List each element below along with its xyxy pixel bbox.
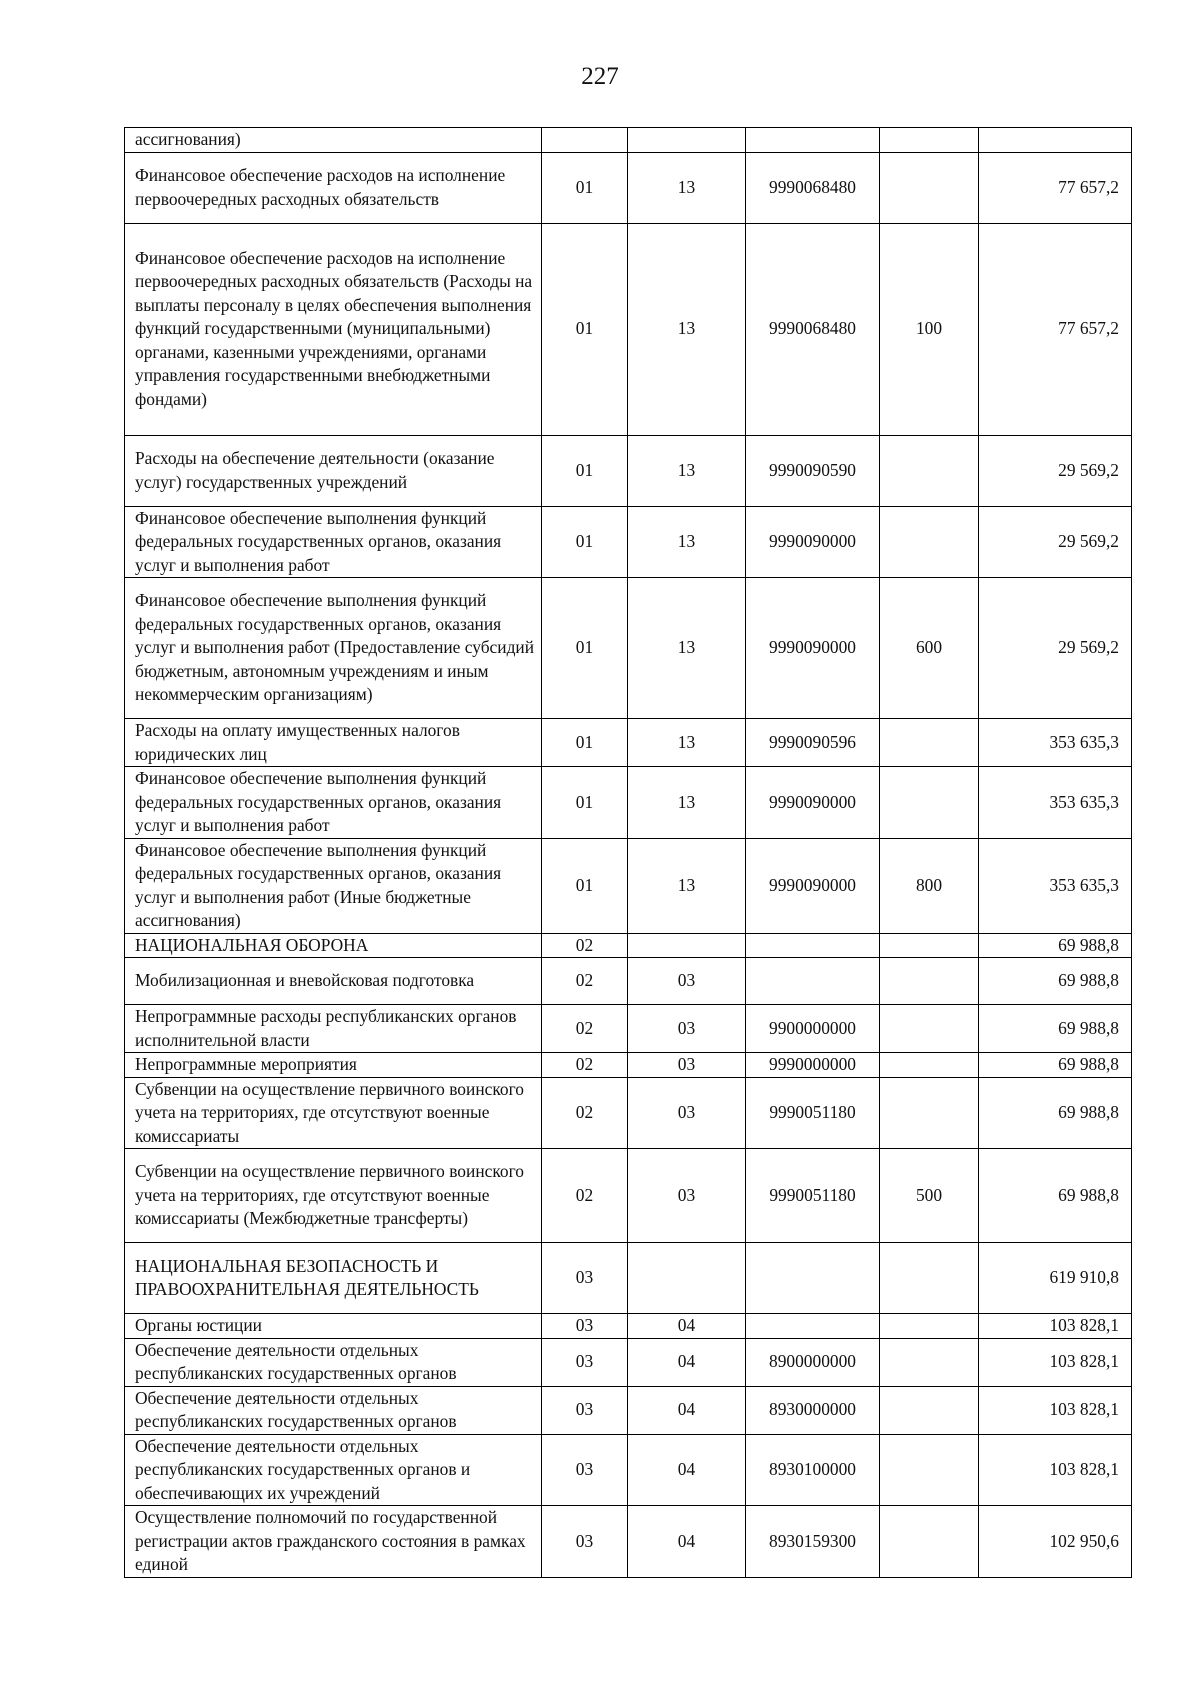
section-code-cell: 03	[542, 1506, 628, 1578]
table-row	[125, 933, 1132, 958]
section-code-cell: 01	[542, 719, 628, 767]
target-article-cell: 8930100000	[746, 1434, 880, 1506]
subsection-code-cell	[628, 128, 746, 153]
expense-type-cell	[880, 506, 979, 578]
subsection-code-cell	[628, 1243, 746, 1314]
amount-cell: 103 828,1	[979, 1338, 1132, 1386]
amount-cell	[979, 128, 1132, 153]
subsection-code-cell: 13	[628, 838, 746, 933]
target-article-cell: 9990068480	[746, 152, 880, 223]
row-name-cell: Финансовое обеспечение выполнения функций федеральных государственных органов, оказания услуг и выполнения работ (Иные бюджетные ассигнования)	[125, 838, 542, 933]
section-code-cell: 01	[542, 578, 628, 719]
amount-cell: 353 635,3	[979, 719, 1132, 767]
expense-type-cell	[880, 1386, 979, 1434]
amount-cell: 29 569,2	[979, 506, 1132, 578]
amount-cell: 353 635,3	[979, 838, 1132, 933]
row-name-cell: Финансовое обеспечение выполнения функций федеральных государственных органов, оказания услуг и выполнения работ	[125, 767, 542, 839]
amount-cell: 69 988,8	[979, 958, 1132, 1005]
table-row	[125, 1506, 1132, 1578]
expense-type-cell: 500	[880, 1149, 979, 1243]
row-name-cell: Осуществление полномочий по государственной регистрации актов гражданского состояния в рамках единой	[125, 1506, 542, 1578]
expense-type-cell	[880, 1077, 979, 1149]
amount-cell: 353 635,3	[979, 767, 1132, 839]
table-row	[125, 1338, 1132, 1386]
expense-type-cell	[880, 1506, 979, 1578]
table-row	[125, 1149, 1132, 1243]
subsection-code-cell: 03	[628, 1053, 746, 1078]
table-row	[125, 223, 1132, 435]
target-article-cell: 9990051180	[746, 1149, 880, 1243]
subsection-code-cell: 04	[628, 1434, 746, 1506]
row-name-cell: Расходы на обеспечение деятельности (оказание услуг) государственных учреждений	[125, 435, 542, 506]
section-code-cell: 01	[542, 152, 628, 223]
row-name-cell: Финансовое обеспечение расходов на исполнение первоочередных расходных обязательств (Расходы на выплаты персоналу в целях обеспечения выполнения функций государственными (муниципальными) органами, казенными учреждениями, органами управления государственными внебюджетными фондами)	[125, 223, 542, 435]
expense-type-cell: 100	[880, 223, 979, 435]
section-code-cell: 03	[542, 1243, 628, 1314]
section-code-cell: 01	[542, 838, 628, 933]
expense-type-cell: 600	[880, 578, 979, 719]
table-row	[125, 1005, 1132, 1053]
subsection-code-cell: 03	[628, 1077, 746, 1149]
section-code-cell: 01	[542, 767, 628, 839]
amount-cell: 103 828,1	[979, 1434, 1132, 1506]
expense-type-cell	[880, 1005, 979, 1053]
subsection-code-cell: 04	[628, 1386, 746, 1434]
section-code-cell: 02	[542, 1077, 628, 1149]
table-row	[125, 838, 1132, 933]
section-code-cell: 01	[542, 506, 628, 578]
target-article-cell: 9990090000	[746, 578, 880, 719]
row-name-cell: Субвенции на осуществление первичного воинского учета на территориях, где отсутствуют военные комиссариаты (Межбюджетные трансферты)	[125, 1149, 542, 1243]
subsection-code-cell: 04	[628, 1314, 746, 1339]
row-name-cell: Мобилизационная и вневойсковая подготовка	[125, 958, 542, 1005]
table-row	[125, 719, 1132, 767]
table-row	[125, 506, 1132, 578]
amount-cell: 103 828,1	[979, 1386, 1132, 1434]
budget-allocation-table	[124, 127, 1132, 1578]
amount-cell: 77 657,2	[979, 152, 1132, 223]
section-code-cell: 03	[542, 1314, 628, 1339]
amount-cell: 69 988,8	[979, 1053, 1132, 1078]
subsection-code-cell: 13	[628, 506, 746, 578]
expense-type-cell	[880, 958, 979, 1005]
amount-cell: 69 988,8	[979, 933, 1132, 958]
target-article-cell: 8930000000	[746, 1386, 880, 1434]
table-row	[125, 958, 1132, 1005]
target-article-cell: 9990000000	[746, 1053, 880, 1078]
subsection-code-cell: 13	[628, 719, 746, 767]
target-article-cell: 9990090000	[746, 506, 880, 578]
target-article-cell: 9990090596	[746, 719, 880, 767]
expense-type-cell	[880, 1314, 979, 1339]
amount-cell: 29 569,2	[979, 578, 1132, 719]
subsection-code-cell: 13	[628, 152, 746, 223]
section-code-cell: 02	[542, 1053, 628, 1078]
row-name-cell: Обеспечение деятельности отдельных республиканских государственных органов	[125, 1338, 542, 1386]
subsection-code-cell: 04	[628, 1506, 746, 1578]
section-code-cell: 02	[542, 1005, 628, 1053]
expense-type-cell	[880, 1053, 979, 1078]
target-article-cell: 9990090000	[746, 767, 880, 839]
row-name-cell: НАЦИОНАЛЬНАЯ БЕЗОПАСНОСТЬ И ПРАВООХРАНИТЕЛЬНАЯ ДЕЯТЕЛЬНОСТЬ	[125, 1243, 542, 1314]
target-article-cell: 9990090000	[746, 838, 880, 933]
target-article-cell: 9990051180	[746, 1077, 880, 1149]
subsection-code-cell: 13	[628, 223, 746, 435]
subsection-code-cell: 04	[628, 1338, 746, 1386]
target-article-cell: 9990090590	[746, 435, 880, 506]
table-row	[125, 435, 1132, 506]
amount-cell: 77 657,2	[979, 223, 1132, 435]
amount-cell: 103 828,1	[979, 1314, 1132, 1339]
expense-type-cell	[880, 719, 979, 767]
row-name-cell: НАЦИОНАЛЬНАЯ ОБОРОНА	[125, 933, 542, 958]
row-name-cell: Непрограммные расходы республиканских органов исполнительной власти	[125, 1005, 542, 1053]
row-name-cell: Органы юстиции	[125, 1314, 542, 1339]
target-article-cell	[746, 1243, 880, 1314]
target-article-cell: 8900000000	[746, 1338, 880, 1386]
subsection-code-cell: 03	[628, 1149, 746, 1243]
target-article-cell	[746, 1314, 880, 1339]
target-article-cell: 8930159300	[746, 1506, 880, 1578]
expense-type-cell	[880, 767, 979, 839]
expense-type-cell	[880, 152, 979, 223]
budget-table-body	[125, 128, 1132, 1578]
row-name-cell: Обеспечение деятельности отдельных республиканских государственных органов	[125, 1386, 542, 1434]
section-code-cell: 02	[542, 958, 628, 1005]
section-code-cell: 03	[542, 1434, 628, 1506]
section-code-cell: 03	[542, 1386, 628, 1434]
amount-cell: 69 988,8	[979, 1149, 1132, 1243]
table-row	[125, 1314, 1132, 1339]
row-name-cell: Финансовое обеспечение выполнения функций федеральных государственных органов, оказания услуг и выполнения работ (Предоставление субсидий бюджетным, автономным учреждениям и иным некоммерческим организациям)	[125, 578, 542, 719]
section-code-cell	[542, 128, 628, 153]
amount-cell: 619 910,8	[979, 1243, 1132, 1314]
target-article-cell: 9900000000	[746, 1005, 880, 1053]
table-row	[125, 1053, 1132, 1078]
expense-type-cell	[880, 1338, 979, 1386]
target-article-cell	[746, 933, 880, 958]
expense-type-cell: 800	[880, 838, 979, 933]
target-article-cell: 9990068480	[746, 223, 880, 435]
subsection-code-cell: 13	[628, 435, 746, 506]
expense-type-cell	[880, 1243, 979, 1314]
subsection-code-cell: 03	[628, 1005, 746, 1053]
row-name-cell: Финансовое обеспечение выполнения функций федеральных государственных органов, оказания услуг и выполнения работ	[125, 506, 542, 578]
amount-cell: 29 569,2	[979, 435, 1132, 506]
page-number: 227	[581, 63, 619, 90]
amount-cell: 69 988,8	[979, 1077, 1132, 1149]
expense-type-cell	[880, 128, 979, 153]
subsection-code-cell	[628, 933, 746, 958]
target-article-cell	[746, 128, 880, 153]
row-name-cell: Финансовое обеспечение расходов на исполнение первоочередных расходных обязательств	[125, 152, 542, 223]
table-row	[125, 1077, 1132, 1149]
amount-cell: 69 988,8	[979, 1005, 1132, 1053]
amount-cell: 102 950,6	[979, 1506, 1132, 1578]
row-name-cell: ассигнования)	[125, 128, 542, 153]
subsection-code-cell: 13	[628, 578, 746, 719]
section-code-cell: 01	[542, 435, 628, 506]
table-row	[125, 152, 1132, 223]
table-row	[125, 128, 1132, 153]
subsection-code-cell: 03	[628, 958, 746, 1005]
expense-type-cell	[880, 435, 979, 506]
subsection-code-cell: 13	[628, 767, 746, 839]
section-code-cell: 03	[542, 1338, 628, 1386]
table-row	[125, 1243, 1132, 1314]
table-row	[125, 1386, 1132, 1434]
table-row	[125, 767, 1132, 839]
table-row	[125, 1434, 1132, 1506]
table-row	[125, 578, 1132, 719]
target-article-cell	[746, 958, 880, 1005]
section-code-cell: 02	[542, 933, 628, 958]
expense-type-cell	[880, 933, 979, 958]
section-code-cell: 02	[542, 1149, 628, 1243]
expense-type-cell	[880, 1434, 979, 1506]
row-name-cell: Непрограммные мероприятия	[125, 1053, 542, 1078]
row-name-cell: Обеспечение деятельности отдельных республиканских государственных органов и обеспечивающих их учреждений	[125, 1434, 542, 1506]
section-code-cell: 01	[542, 223, 628, 435]
row-name-cell: Субвенции на осуществление первичного воинского учета на территориях, где отсутствуют военные комиссариаты	[125, 1077, 542, 1149]
row-name-cell: Расходы на оплату имущественных налогов юридических лиц	[125, 719, 542, 767]
